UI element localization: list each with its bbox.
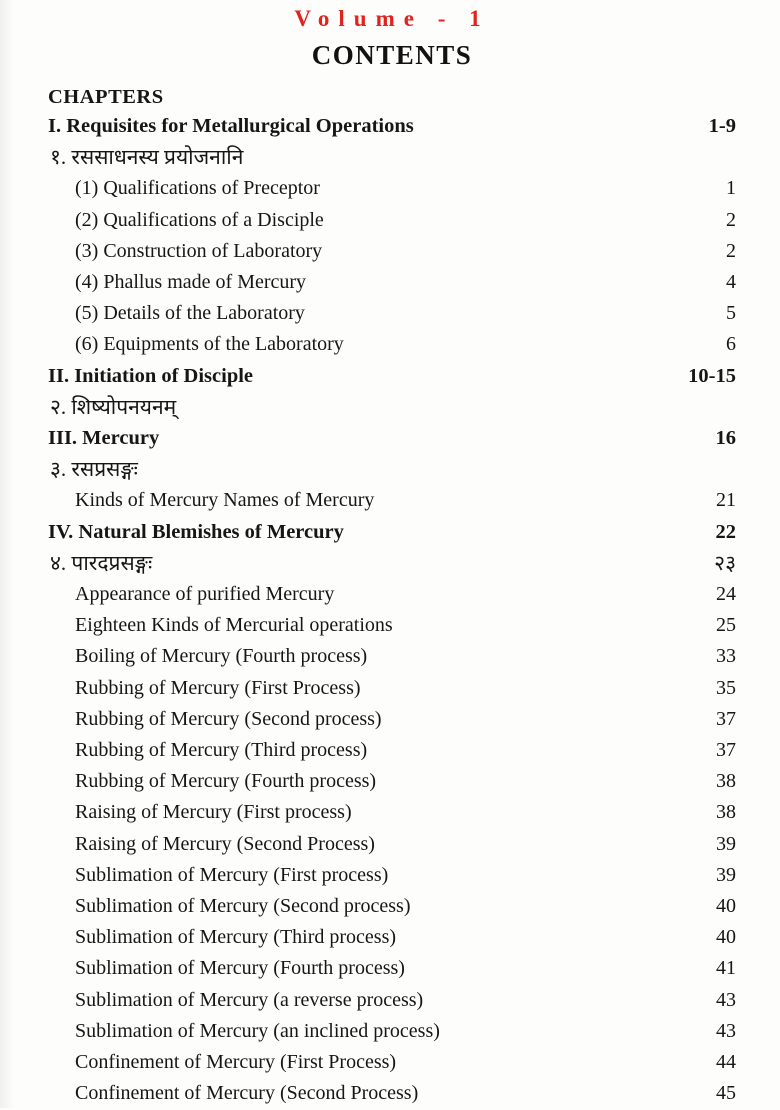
entry-title: Rubbing of Mercury (Third process) bbox=[75, 739, 368, 762]
entry-title: Rubbing of Mercury (Second process) bbox=[75, 707, 382, 730]
toc-entry bbox=[48, 205, 736, 236]
toc-entry bbox=[48, 922, 736, 953]
entry-page-number: 21 bbox=[716, 489, 736, 512]
entry-title: ३. रसप्रसङ्गः bbox=[50, 457, 138, 482]
entry-title: IV. Natural Blemishes of Mercury bbox=[48, 520, 344, 543]
toc-entry bbox=[48, 891, 736, 922]
entry-page-number: 2 bbox=[726, 239, 736, 262]
toc-entry bbox=[48, 329, 736, 360]
entry-page-number: 22 bbox=[715, 520, 736, 543]
entry-title: ४. पारदप्रसङ्गः bbox=[50, 550, 153, 575]
entry-title: II. Initiation of Disciple bbox=[48, 364, 254, 387]
entry-page-number: 1 bbox=[726, 177, 736, 200]
entry-title: २. शिष्योपनयनम् bbox=[50, 394, 177, 419]
entry-page-number: 5 bbox=[726, 302, 736, 325]
toc-entry bbox=[48, 173, 736, 204]
volume-title: Volume - 1 bbox=[294, 6, 490, 31]
toc-entry bbox=[48, 860, 736, 891]
entry-page-number: 35 bbox=[716, 676, 736, 699]
entry-title: (1) Qualifications of Preceptor bbox=[75, 177, 320, 200]
entry-page-number: 24 bbox=[716, 583, 736, 606]
entry-title: Boiling of Mercury (Fourth process) bbox=[75, 645, 368, 668]
entry-page-number: 4 bbox=[726, 271, 736, 294]
toc-entry bbox=[48, 392, 736, 423]
entry-page-number: 2 bbox=[726, 208, 736, 231]
toc-entry bbox=[48, 673, 736, 704]
entry-page-number: 25 bbox=[716, 614, 736, 637]
toc-entry bbox=[48, 142, 736, 173]
toc-entry bbox=[48, 361, 736, 392]
entry-title: III. Mercury bbox=[48, 427, 160, 450]
entry-page-number: 43 bbox=[716, 988, 736, 1011]
toc-entry bbox=[48, 1016, 736, 1047]
entry-page-number: 10-15 bbox=[688, 364, 736, 387]
toc-entry bbox=[48, 517, 736, 548]
entry-title: Sublimation of Mercury (Third process) bbox=[75, 926, 397, 949]
toc-entry bbox=[48, 766, 736, 797]
toc-entry bbox=[48, 236, 736, 267]
toc-entry bbox=[48, 423, 736, 454]
entry-title: (3) Construction of Laboratory bbox=[75, 239, 323, 262]
entry-page-number: 16 bbox=[715, 427, 736, 450]
entry-title: Sublimation of Mercury (a reverse process) bbox=[75, 988, 424, 1011]
toc-entry bbox=[48, 454, 736, 485]
entry-page-number: 38 bbox=[716, 770, 736, 793]
entry-title: Sublimation of Mercury (Second process) bbox=[75, 895, 411, 918]
toc-entry bbox=[48, 1047, 736, 1078]
entry-page-number: 44 bbox=[716, 1051, 736, 1074]
entry-title: Kinds of Mercury Names of Mercury bbox=[75, 489, 375, 512]
entry-title: Raising of Mercury (First process) bbox=[75, 801, 352, 824]
entry-page-number: 40 bbox=[716, 895, 736, 918]
toc-entry bbox=[48, 579, 736, 610]
toc-entry bbox=[48, 548, 736, 579]
toc-entry bbox=[48, 111, 736, 142]
entry-page-number: 39 bbox=[716, 832, 736, 855]
entry-title: (4) Phallus made of Mercury bbox=[75, 271, 307, 294]
entry-page-number: 37 bbox=[716, 739, 736, 762]
entry-page-number: 37 bbox=[716, 707, 736, 730]
toc-entry bbox=[48, 953, 736, 984]
toc-entry bbox=[48, 735, 736, 766]
contents-title: CONTENTS bbox=[311, 40, 473, 70]
entry-title: (2) Qualifications of a Disciple bbox=[75, 208, 324, 231]
entry-title: (5) Details of the Laboratory bbox=[75, 302, 305, 325]
toc-entry bbox=[48, 267, 736, 298]
toc-entry bbox=[48, 298, 736, 329]
toc-entry bbox=[48, 704, 736, 735]
entry-title: Sublimation of Mercury (First process) bbox=[75, 863, 389, 886]
entry-title: I. Requisites for Metallurgical Operations bbox=[48, 115, 414, 137]
toc-entry bbox=[48, 610, 736, 641]
entry-page-number: 43 bbox=[716, 1019, 736, 1042]
entry-title: Sublimation of Mercury (Fourth process) bbox=[75, 957, 405, 980]
entry-page-number: 38 bbox=[716, 801, 736, 824]
entry-title: १. रससाधनस्य प्रयोजनानि bbox=[50, 145, 244, 170]
toc-entry bbox=[48, 641, 736, 672]
entry-page-number: 1-9 bbox=[708, 115, 736, 137]
entry-page-number: 39 bbox=[716, 863, 736, 886]
toc-entry bbox=[48, 485, 736, 516]
entry-page-number: 41 bbox=[716, 957, 736, 980]
entry-page-number: 33 bbox=[716, 645, 736, 668]
toc-entry bbox=[48, 829, 736, 860]
toc-entry bbox=[48, 1078, 736, 1109]
entry-title: Rubbing of Mercury (First Process) bbox=[75, 676, 361, 699]
toc-entry bbox=[48, 797, 736, 828]
entry-title: Raising of Mercury (Second Process) bbox=[75, 832, 375, 855]
toc-entry bbox=[48, 985, 736, 1016]
entry-page-number: 40 bbox=[716, 926, 736, 949]
entry-title: Confinement of Mercury (Second Process) bbox=[75, 1082, 419, 1105]
entry-page-number: २३ bbox=[714, 550, 736, 575]
entry-title: Sublimation of Mercury (an inclined process) bbox=[75, 1019, 440, 1042]
chapters-label: CHAPTERS bbox=[48, 86, 164, 108]
toc-entries bbox=[48, 111, 736, 1110]
entry-title: Rubbing of Mercury (Fourth process) bbox=[75, 770, 377, 793]
entry-title: (6) Equipments of the Laboratory bbox=[75, 333, 344, 356]
entry-title: Eighteen Kinds of Mercurial operations bbox=[75, 614, 393, 637]
entry-title: Confinement of Mercury (First Process) bbox=[75, 1051, 397, 1074]
entry-title: Appearance of purified Mercury bbox=[75, 583, 335, 606]
entry-page-number: 6 bbox=[726, 333, 736, 356]
entry-page-number: 45 bbox=[716, 1082, 736, 1105]
